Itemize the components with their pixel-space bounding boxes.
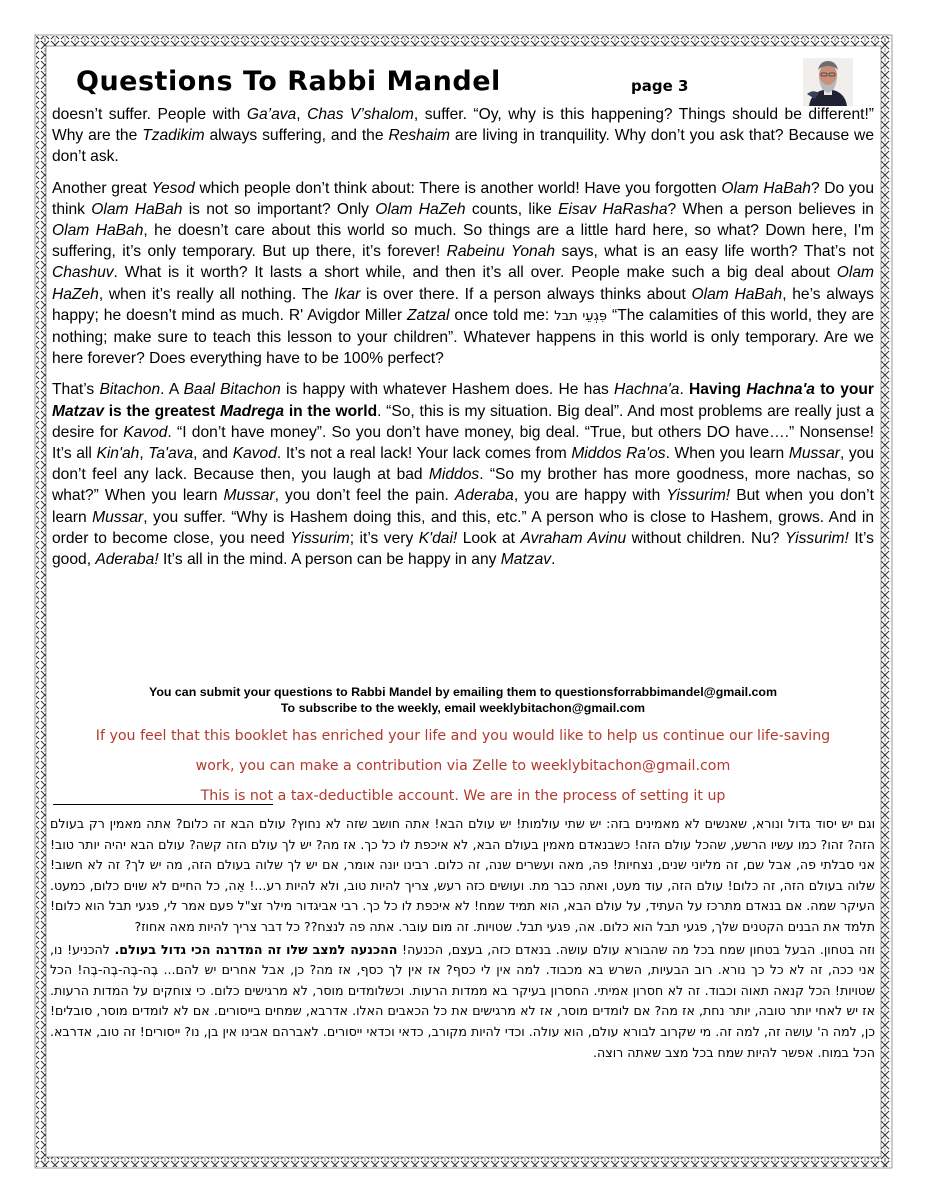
text-run: Olam HaZeh bbox=[375, 200, 466, 218]
paragraph bbox=[52, 178, 874, 370]
text-run: without children. Nu? bbox=[626, 529, 786, 547]
text-run: Olam HaZeh bbox=[52, 264, 874, 303]
text-run: Yissurim bbox=[290, 529, 350, 547]
text-run: once told me: bbox=[449, 306, 555, 324]
text-run: . bbox=[679, 381, 690, 399]
text-run: Olam HaBah bbox=[91, 200, 183, 218]
hebrew-rest-text: להכניע! נו, אני ככה, זה לא כל כך נורא. רוב הבעיות, השרש בא מכבוד. למה אין לי כסף? אז אין לך כסף, אז מה? כן, אבל אחרים יש להם... בֶה-בֶה-בֶה-בֶה! הכל שטויות! הכל קנאה תאוה וכבוד. זה לא חסרון אמיתי. החסרון בעיקר בא ממדות הרעות. וכשלומדים מוסר, לא מרגישים כלום. כי צוחקים על המדות הרעות. אז יש לאחי יותר טובה, יותר נחת, אז מה? אם לומדים מוסר, אז לא מרגישים את כל הכאבים האלו. אדרבא, שמחים בייסורים. אם לא לומדים מוסר, סובלים! כן, למה ה' עושה זה, למה זה. מי שקרוב לבורא עולם, הוא עולה. וכדי להיות מקורב, כדאי וכדאי ייסורים. לאברהם אבינו אין בן, נו? ייסורים! זה טוב, אדרבא. הכל במוח. אפשר להיות שמח בכל מצב שאתה רוצה. bbox=[50, 941, 875, 1060]
text-run: , and bbox=[193, 445, 233, 463]
text-run: Madrega bbox=[219, 402, 285, 420]
contact-info bbox=[52, 684, 874, 716]
text-run: Hachna'a bbox=[746, 381, 815, 399]
appeal-line-3: This is not a tax-deductible account. We are in the process of setting it up bbox=[200, 788, 726, 804]
text-run: Rabeinu Yonah bbox=[446, 243, 556, 261]
text-run: , you are happy with bbox=[513, 487, 667, 505]
text-run: “The calamities of this world, they are nothing; make sure to teach this lesson to your children”. Whatever happens in this world is only temporary. Are we here forever? Does everything have to be 100% perfect? bbox=[52, 306, 874, 368]
text-run: says, what is an easy life worth? That’s not bbox=[555, 243, 875, 261]
text-run: , you don’t feel any lack. Because then, you laugh at bad bbox=[52, 445, 875, 484]
text-run: , he doesn’t care about this world so much. So things are a little hard here, so what? Down here, I'm suffering, it’s only temporary. But up there, it’s forever! bbox=[52, 222, 874, 261]
hebrew-bold-text: ההכנעה למצב שלו זה המדרגה הכי גדול בעולם. bbox=[114, 941, 398, 957]
text-run: But when you don’t learn bbox=[52, 487, 874, 526]
text-run: , bbox=[139, 445, 149, 463]
text-run: Middos bbox=[428, 466, 480, 484]
text-run: Kavod bbox=[232, 445, 277, 463]
appeal-line-2: work, you can make a contribution via Zelle to weeklybitachon@gmail.com bbox=[195, 758, 731, 774]
page-title: Questions To Rabbi Mandel bbox=[76, 66, 501, 97]
text-run: Olam HaBah bbox=[721, 179, 811, 197]
text-run: Bitachon bbox=[99, 381, 161, 399]
text-run: Having bbox=[689, 381, 747, 399]
article-body bbox=[52, 104, 874, 570]
text-run: Chashuv bbox=[52, 264, 114, 282]
hebrew-lead-text: וזה בטחון. הבעל בטחון שמח בכל מה שהבורא עולם עושה. בנאדם כזה, בעצם, הכנעה! bbox=[397, 941, 875, 957]
text-run: Hachna'a bbox=[614, 381, 680, 399]
text-run: Look at bbox=[457, 529, 521, 547]
text-run: Matzav bbox=[500, 551, 552, 569]
hebrew-translation bbox=[50, 814, 875, 1063]
text-run: Mussar bbox=[92, 508, 144, 526]
text-run: doesn’t suffer. People with bbox=[52, 106, 247, 123]
text-run: Aderaba! bbox=[95, 551, 159, 569]
text-run: It’s all in the mind. A person can be happy in any bbox=[158, 551, 501, 569]
text-run: . “So, this is my situation. Big deal”. And most problems are really just a desire for bbox=[52, 402, 874, 441]
text-run: , suffer. “Oy, why is this happening? Things should be different!” Why are the bbox=[52, 106, 875, 145]
text-run: always suffering, and the bbox=[204, 127, 389, 145]
text-run: ; it’s very bbox=[349, 529, 419, 547]
text-run: Ga’ava bbox=[246, 106, 297, 123]
divider-line bbox=[53, 804, 273, 805]
text-run: Avraham Avinu bbox=[520, 529, 627, 547]
text-run: . A bbox=[160, 381, 184, 399]
text-run: , you don’t feel the pain. bbox=[274, 487, 455, 505]
text-run: That’s bbox=[52, 381, 100, 399]
text-run: Tzadikim bbox=[142, 127, 205, 145]
subscribe-line: To subscribe to the weekly, email weeklybitachon@gmail.com bbox=[280, 701, 646, 715]
text-run: Olam HaBah bbox=[691, 285, 783, 303]
text-run: Another great bbox=[52, 179, 152, 197]
appeal-line-1: If you feel that this booklet has enriched your life and you would like to help us continue our life-saving bbox=[95, 728, 831, 744]
text-run: is happy with whatever Hashem does. He has bbox=[280, 381, 615, 399]
text-run: . It’s not a real lack! Your lack comes from bbox=[276, 445, 572, 463]
text-run: Reshaim bbox=[388, 127, 450, 145]
text-run: Middos Ra'os bbox=[571, 445, 666, 463]
text-run: Matzav bbox=[52, 402, 104, 420]
hebrew-paragraph-2 bbox=[50, 940, 875, 1064]
text-run: Olam HaBah bbox=[52, 222, 144, 240]
text-run: are living in tranquility. Why don’t you ask that? Because we don’t ask. bbox=[52, 127, 874, 166]
text-run: Yesod bbox=[151, 179, 195, 197]
hebrew-paragraph-1: וגם יש יסוד גדול ונורא, שאנשים לא מאמינים בזה: יש שתי עולמות! יש עולם הבא! אתה חושב שזה לא נחוץ? עולם הבא זה כלום? אתה מאמין רק בעולם הזה? זהו? כמו עשיו הרשע, שהכל עולם הזה! כשבנאדם מאמין בעולם הבא, לא איכפת לו כל כך. אז מה? יש לך עולם הזה קשה? עולם הבא יהיה יותר טוב! אני סבלתי פה, אבל שם, זה מליוני שנים, נצחיות! פה, מאה ועשרים שנה, זה כלום. רבינו יונה אומר, אם יש לך שלוה בעולם הזה, מה יש לך? זה לא חשוב! שלוה בעולם הזה, זה כלום! עולם הזה, עוד מעט, ואתה כבר מת. ועושים כזה רעש, צריך להיות טוב, ולא להיות רע...! אֵה, כל החיים לא שוים כלום, כמעט. העיקר שמה. אם בנאדם מתרכז על העתיד, על עולם הבא, הוא תמיד שמח! לא איכפת לו כל כך. רבי אביגדור מילר זצ"ל פעם אמר לי, פגעי תבל הוא כלום! תלמד את הבנים הקטנים שלך, פגעי תבל הוא כלום. אה, פגעי תבל. שטויות. זה מום עובר. אתה פה לנצח?? כל דבר צריך להיות מאה אחוז? bbox=[50, 816, 875, 934]
text-run: Chas V’shalom bbox=[307, 106, 414, 123]
text-run: פִּגְעֵי תבל bbox=[554, 308, 608, 324]
text-run: Ikar bbox=[334, 285, 361, 303]
text-run: Kin'ah bbox=[96, 445, 140, 463]
text-run: . What is it worth? It lasts a short while, and then it’s all over. People make such a big deal about bbox=[113, 264, 837, 282]
page-number: page 3 bbox=[631, 77, 689, 95]
text-run: which people don’t think about: There is another world! Have you forgotten bbox=[194, 179, 722, 197]
text-run: to your bbox=[814, 381, 874, 399]
text-run: Baal Bitachon bbox=[183, 381, 281, 399]
text-run: , he’s always happy; he doesn’t mind as much. R' Avigdor Miller bbox=[52, 285, 874, 324]
text-run: Eisav HaRasha bbox=[558, 200, 668, 218]
text-run: is not so important? Only bbox=[182, 200, 376, 218]
text-run: It’s good, bbox=[52, 529, 874, 569]
paragraph bbox=[52, 104, 874, 168]
text-run: , you suffer. “Why is Hashem doing this, and this, etc.” A person who is close to Hashem, grows. And in order to become close, you need bbox=[52, 508, 875, 547]
text-run: is over there. If a person always thinks about bbox=[360, 285, 692, 303]
text-run: is the greatest bbox=[104, 402, 220, 420]
text-run: , bbox=[296, 106, 308, 123]
paragraph bbox=[52, 379, 874, 570]
text-run: counts, like bbox=[465, 200, 559, 218]
text-run: . When you learn bbox=[665, 445, 789, 463]
header bbox=[76, 66, 856, 106]
donation-appeal bbox=[52, 721, 874, 811]
text-run: Ta'ava bbox=[148, 445, 194, 463]
text-run: Yissurim! bbox=[666, 487, 731, 505]
text-run: in the world bbox=[284, 402, 378, 420]
text-run: Aderaba bbox=[454, 487, 514, 505]
text-run: . “So my brother has more goodness, more nachas, so what?” When you learn bbox=[52, 466, 875, 505]
text-run: . bbox=[551, 551, 556, 569]
text-run: K'dai! bbox=[418, 529, 458, 547]
text-run: ? Do you think bbox=[52, 179, 874, 218]
rabbi-portrait-icon bbox=[803, 58, 853, 106]
text-run: Zatzal bbox=[406, 306, 450, 324]
text-run: . “I don’t have money”. So you don’t have money, big deal. “True, but others DO have….” Nonsense! It’s all bbox=[52, 423, 874, 463]
text-run: , when it’s really all nothing. The bbox=[98, 285, 335, 303]
text-run: Mussar bbox=[788, 445, 840, 463]
text-run: Mussar bbox=[223, 487, 275, 505]
text-run: ? When a person believes in bbox=[667, 200, 874, 218]
text-run: Yissurim! bbox=[785, 529, 849, 547]
text-run: Kavod bbox=[123, 423, 168, 441]
submit-questions-line: You can submit your questions to Rabbi Mandel by emailing them to questionsforrabbimandel@gmail.com bbox=[148, 685, 777, 699]
